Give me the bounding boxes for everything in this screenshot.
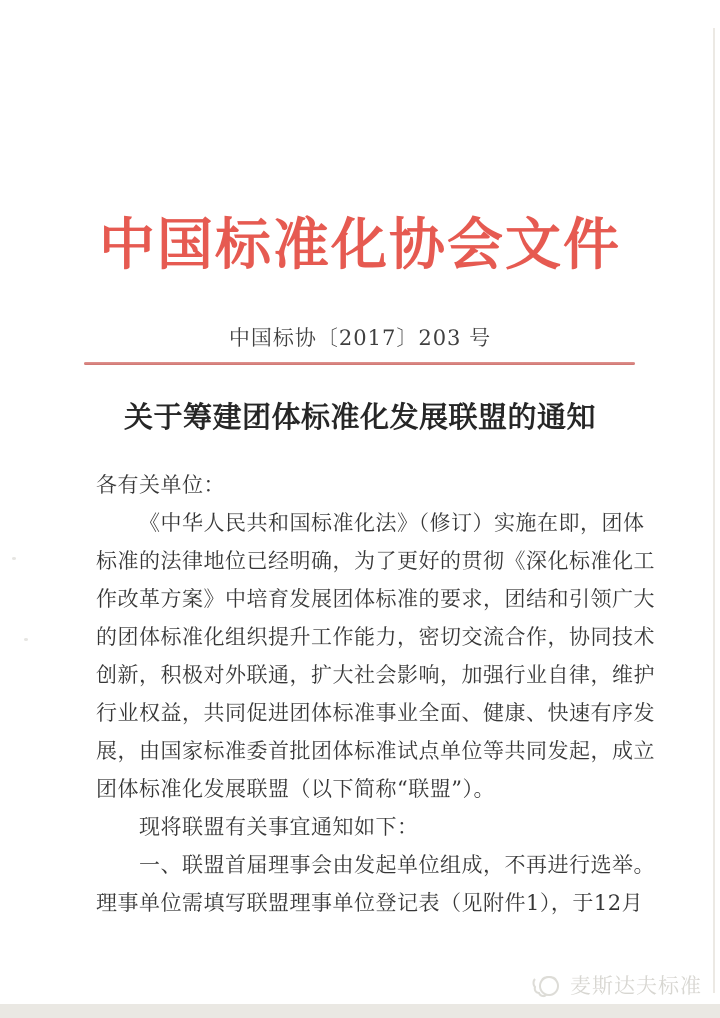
body-line-salutation: 各有关单位：: [96, 473, 225, 497]
body-line: 展，由国家标准委首批团体标准试点单位等共同发起，成立: [96, 739, 655, 763]
notice-title: 关于筹建团体标准化发展联盟的通知: [123, 400, 596, 434]
body-line: 创新，积极对外联通，扩大社会影响，加强行业自律，维护: [96, 663, 655, 687]
letterhead-org-title: 中国标准化协会文件: [99, 212, 621, 278]
body-line: 的团体标准化组织提升工作能力，密切交流合作，协同技术: [96, 625, 655, 649]
watermark-text: 麦斯达夫标准: [570, 974, 702, 998]
document-number: 中国标协〔2017〕203 号: [228, 326, 492, 350]
body-line: 现将联盟有关事宜通知如下：: [139, 815, 419, 839]
watermark: [532, 970, 702, 1000]
body-line: 标准的法律地位已经明确，为了更好的贯彻《深化标准化工: [96, 549, 655, 573]
body-line: 团体标准化发展联盟（以下简称“联盟”）。: [96, 777, 495, 801]
body-line: 作改革方案》中培育发展团体标准的要求，团结和引领广大: [96, 587, 655, 611]
body-line: 理事单位需填写联盟理事单位登记表（见附件1），于12月: [96, 891, 644, 915]
scan-speck: [12, 557, 16, 560]
letterhead-red-rule: [84, 362, 635, 365]
notice-body: [96, 466, 656, 922]
page-edge-shadow-bottom: [0, 1004, 720, 1018]
body-line-item-one: 一、联盟首届理事会由发起单位组成，不再进行选举。: [139, 853, 655, 877]
body-line: 行业权益，共同促进团体标准事业全面、健康、快速有序发: [96, 701, 655, 725]
page-edge-shadow-right: [713, 28, 715, 993]
body-line: 《中华人民共和国标准化法》（修订）实施在即，团体: [139, 511, 645, 535]
watermark-logo-icon: [532, 971, 564, 999]
scan-speck: [24, 638, 28, 641]
